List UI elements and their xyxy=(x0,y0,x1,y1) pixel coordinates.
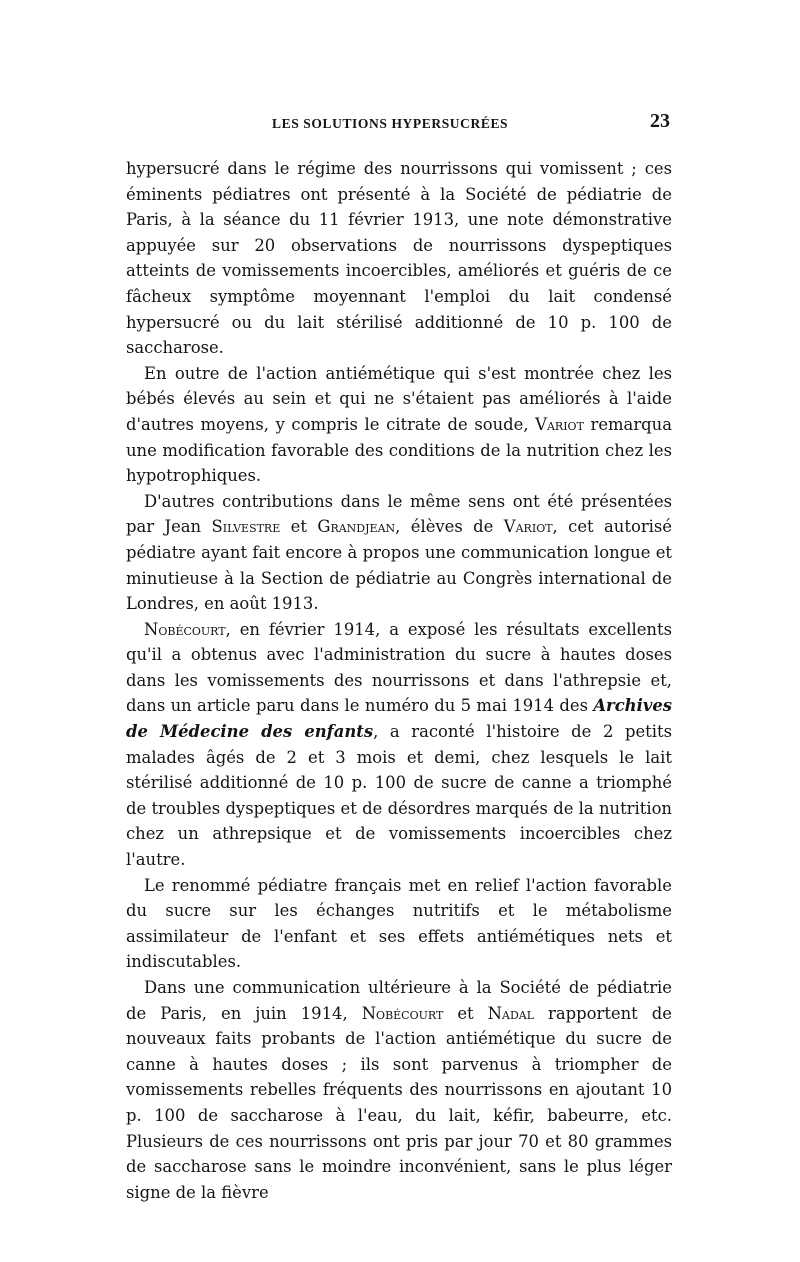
body-text xyxy=(126,156,672,1205)
paragraph-text: Le renommé pédiatre français met en relief l'action favorable du sucre sur les échanges nutritifs et le métabolisme assimilateur de l'enfant et ses effets antiémétiques nets et indiscutables. xyxy=(126,875,672,972)
paragraph-1 xyxy=(126,156,672,361)
author-name: Grandjean xyxy=(317,517,396,537)
paragraph-text: , a raconté l'histoire de 2 petits malades âgés de 2 et 3 mois et demi, chez lesquels le lait stérilisé additionné de 10 p. 100 de sucre de canne a triomphé de troubles dyspeptiques et de désordres marqués de la nutrition chez un athrepsique et de vomissements incoercibles chez l'autre. xyxy=(126,722,672,870)
paragraph-text: rapportent de nouveaux faits probants de l'action antiémétique du sucre de canne à hautes doses ; ils sont parvenus à triompher de vomissements rebelles fréquents des nourrissons en ajoutant 10 p. 100 de saccharose à l'eau, du lait, kéfir, babeurre, etc. Plusieurs de ces nourrissons ont pris par jour 70 et 80 grammes de saccharose sans le moindre inconvénient, sans le plus léger signe de la fièvre xyxy=(126,1003,672,1202)
author-name: Variot xyxy=(503,517,553,537)
book-page xyxy=(126,110,672,1205)
paragraph-text: Dans une communication ultérieure à la Société de pédiatrie de Paris, en juin 1914, xyxy=(126,978,672,1023)
paragraph-6 xyxy=(126,975,672,1205)
paragraph-4 xyxy=(126,617,672,873)
paragraph-text: , cet autorisé pédiatre ayant fait encore à propos une communication longue et minutieuse à la Section de pédiatrie au Congrès international de Londres, en août 1913. xyxy=(126,517,673,614)
paragraph-2 xyxy=(126,361,672,489)
author-name: Nadal xyxy=(487,1003,535,1023)
paragraph-3 xyxy=(126,489,672,617)
author-name: Nobécourt xyxy=(361,1003,444,1023)
author-name: Silvestre xyxy=(211,517,281,537)
page-number: 23 xyxy=(650,110,670,132)
paragraph-text: remarqua une modification favorable des conditions de la nutrition chez les hypotrophiques. xyxy=(126,414,672,486)
author-name: Nobécourt xyxy=(144,619,226,639)
paragraph-text: et xyxy=(443,1003,488,1023)
paragraph-5 xyxy=(126,873,672,975)
journal-title: Archives de Médecine des enfants xyxy=(126,696,672,742)
paragraph-text: hypersucré dans le régime des nourrissons qui vomissent ; ces éminents pédiatres ont présenté à la Société de pédiatrie de Paris, à la séance du 11 février 1913, une note démonstrative appuyée sur 20 observations de nourrissons dyspeptiques atteints de vomissements incoercibles, améliorés et guéris de ce fâcheux symptôme moyennant l'emploi du lait condensé hypersucré ou du lait stérilisé additionné de 10 p. 100 de saccharose. xyxy=(126,159,672,358)
paragraph-text: et xyxy=(280,517,318,537)
paragraph-text: , en février 1914, a exposé les résultats excellents qu'il a obtenus avec l'administration du sucre à hautes doses dans les vomissements des nourrissons et dans l'athrepsie et, dans un article paru dans le numéro du 5 mai 1914 des xyxy=(126,619,672,716)
paragraph-text: D'autres contributions dans le même sens ont été présentées par Jean xyxy=(126,491,672,537)
running-title: LES SOLUTIONS HYPERSUCRÉES xyxy=(272,116,509,131)
paragraph-text: En outre de l'action antiémétique qui s'est montrée chez les bébés élevés au sein et qui ne s'étaient pas améliorés à l'aide d'autres moyens, y compris le citrate de soude, xyxy=(126,363,672,434)
running-header xyxy=(126,110,672,138)
paragraph-text: , élèves de xyxy=(395,517,504,537)
author-name: Variot xyxy=(535,414,584,434)
